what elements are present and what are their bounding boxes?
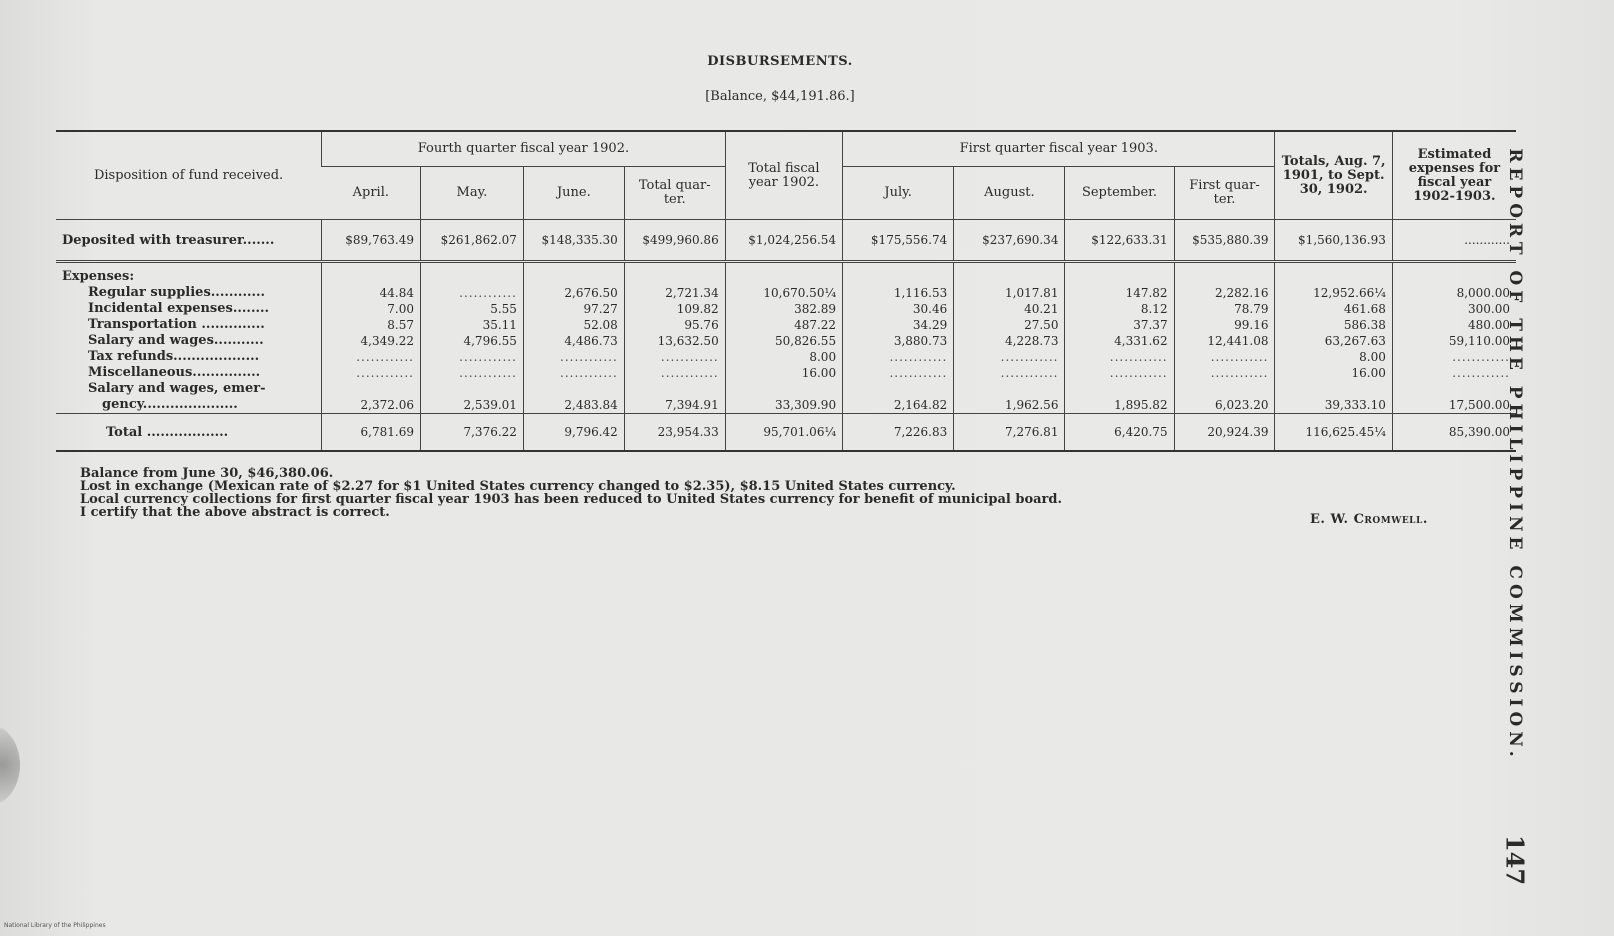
table-cell: ............ bbox=[1065, 349, 1174, 365]
table-row-salary-emergency-line1 bbox=[56, 381, 1516, 397]
table-cell: 2,164.82 bbox=[843, 397, 954, 414]
table-row-deposited bbox=[56, 220, 1516, 262]
thumb-shadow bbox=[0, 725, 20, 805]
table-cell: $535,880.39 bbox=[1174, 220, 1275, 262]
table-cell: 63,267.63 bbox=[1275, 333, 1392, 349]
table-cell: 17,500.00 bbox=[1392, 397, 1516, 414]
table-cell: 109.82 bbox=[624, 301, 725, 317]
row-label: Incidental expenses........ bbox=[88, 301, 270, 316]
table-cell: $1,024,256.54 bbox=[725, 220, 842, 262]
header-disposition: Disposition of fund received. bbox=[56, 131, 322, 220]
balance-subheading: [Balance, $44,191.86.] bbox=[705, 89, 855, 104]
table-cell: ............ bbox=[624, 349, 725, 365]
table-cell: ............ bbox=[624, 365, 725, 381]
table-cell: 99.16 bbox=[1174, 317, 1275, 333]
table-cell: ............ bbox=[523, 349, 624, 365]
table-cell: 16.00 bbox=[725, 365, 842, 381]
row-label: Miscellaneous............... bbox=[88, 365, 261, 380]
table-cell: 487.22 bbox=[725, 317, 842, 333]
footnotes bbox=[80, 467, 1230, 519]
table-cell: $175,556.74 bbox=[843, 220, 954, 262]
header-total-quarter: Total quar-ter. bbox=[624, 167, 725, 220]
table-cell: 12,441.08 bbox=[1174, 333, 1275, 349]
table-cell: 33,309.90 bbox=[725, 397, 842, 414]
table-cell: 2,676.50 bbox=[523, 285, 624, 301]
header-august: August. bbox=[954, 167, 1065, 220]
table-cell: 7,376.22 bbox=[420, 414, 523, 452]
table-cell: ............ bbox=[1174, 365, 1275, 381]
table-cell: 13,632.50 bbox=[624, 333, 725, 349]
table-cell: 7,276.81 bbox=[954, 414, 1065, 452]
header-september: September. bbox=[1065, 167, 1174, 220]
table-cell: 7,226.83 bbox=[843, 414, 954, 452]
table-cell: $148,335.30 bbox=[523, 220, 624, 262]
table-cell: 40.21 bbox=[954, 301, 1065, 317]
table-cell: 6,420.75 bbox=[1065, 414, 1174, 452]
table-cell: 30.46 bbox=[843, 301, 954, 317]
table-cell: $261,862.07 bbox=[420, 220, 523, 262]
table-cell: 23,954.33 bbox=[624, 414, 725, 452]
table-cell: ............ bbox=[1174, 349, 1275, 365]
table-cell: 2,539.01 bbox=[420, 397, 523, 414]
header-group-q1: First quarter fiscal year 1903. bbox=[843, 131, 1275, 167]
table-cell: 2,483.84 bbox=[523, 397, 624, 414]
table-cell: 44.84 bbox=[322, 285, 421, 301]
header-group-q4: Fourth quarter fiscal year 1902. bbox=[322, 131, 726, 167]
table-cell: 7,394.91 bbox=[624, 397, 725, 414]
table-cell: 1,116.53 bbox=[843, 285, 954, 301]
table-cell: 461.68 bbox=[1275, 301, 1392, 317]
table-cell: ............ bbox=[322, 349, 421, 365]
row-label: Regular supplies............ bbox=[88, 285, 266, 300]
table-cell: 8.00 bbox=[1275, 349, 1392, 365]
table-cell: $122,633.31 bbox=[1065, 220, 1174, 262]
table-cell: 116,625.45¼ bbox=[1275, 414, 1392, 452]
header-total-fiscal-1902: Total fiscal year 1902. bbox=[725, 131, 842, 220]
header-july: July. bbox=[843, 167, 954, 220]
signature: E. W. Cromwell. bbox=[1310, 512, 1428, 527]
table-cell: 480.00 bbox=[1392, 317, 1516, 333]
row-label: Salary and wages, emer- bbox=[88, 381, 266, 396]
table-cell: 1,895.82 bbox=[1065, 397, 1174, 414]
row-label: Salary and wages........... bbox=[88, 333, 264, 348]
table-cell: 6,781.69 bbox=[322, 414, 421, 452]
row-label: Tax refunds................... bbox=[88, 349, 260, 364]
table-row-salary-and-wages bbox=[56, 333, 1516, 349]
table-cell: 1,017.81 bbox=[954, 285, 1065, 301]
row-label: Transportation .............. bbox=[88, 317, 265, 332]
table-row-expenses-heading bbox=[56, 262, 1516, 286]
row-label: Total .................. bbox=[56, 414, 322, 452]
row-label: Expenses: bbox=[56, 262, 322, 286]
table-cell: 8.57 bbox=[322, 317, 421, 333]
header-june: June. bbox=[523, 167, 624, 220]
table-cell: 2,721.34 bbox=[624, 285, 725, 301]
table-cell: ............ bbox=[1392, 349, 1516, 365]
note-certify: I certify that the above abstract is correct. bbox=[80, 505, 390, 520]
row-label: Deposited with treasurer....... bbox=[56, 220, 322, 262]
table-row-miscellaneous bbox=[56, 365, 1516, 381]
scan-credit: National Library of the Philippines bbox=[4, 922, 106, 929]
page-number: 147 bbox=[1500, 834, 1530, 886]
table-cell: 2,282.16 bbox=[1174, 285, 1275, 301]
table-cell: ............ bbox=[1392, 220, 1516, 262]
table-row-total bbox=[56, 414, 1516, 452]
table-row-tax-refunds bbox=[56, 349, 1516, 365]
header-may: May. bbox=[420, 167, 523, 220]
table-cell: 95.76 bbox=[624, 317, 725, 333]
table-cell: 4,228.73 bbox=[954, 333, 1065, 349]
table-cell: 6,023.20 bbox=[1174, 397, 1275, 414]
table-cell: ............ bbox=[420, 365, 523, 381]
table-cell: ............ bbox=[954, 349, 1065, 365]
table-cell: 7.00 bbox=[322, 301, 421, 317]
table-cell: 5.55 bbox=[420, 301, 523, 317]
table-cell: 59,110.00 bbox=[1392, 333, 1516, 349]
table-cell: 27.50 bbox=[954, 317, 1065, 333]
running-head: REPORT OF THE PHILIPPINE COMMISSION. bbox=[1505, 148, 1525, 762]
table-row-regular-supplies bbox=[56, 285, 1516, 301]
table-cell: ............ bbox=[322, 365, 421, 381]
table-cell: 16.00 bbox=[1275, 365, 1392, 381]
table-cell: 300.00 bbox=[1392, 301, 1516, 317]
table-cell: ............ bbox=[843, 365, 954, 381]
header-april: April. bbox=[352, 185, 389, 200]
table-cell: ............ bbox=[1392, 365, 1516, 381]
table-cell: ............ bbox=[420, 349, 523, 365]
table-cell: $499,960.86 bbox=[624, 220, 725, 262]
table-cell: 586.38 bbox=[1275, 317, 1392, 333]
header-estimated: Estimated expenses for fiscal year 1902-1903. bbox=[1392, 131, 1516, 220]
table-cell: 50,826.55 bbox=[725, 333, 842, 349]
table-cell: $237,690.34 bbox=[954, 220, 1065, 262]
table-cell: 8,000.00 bbox=[1392, 285, 1516, 301]
table-cell: 9,796.42 bbox=[523, 414, 624, 452]
table-cell: 39,333.10 bbox=[1275, 397, 1392, 414]
table-cell: 3,880.73 bbox=[843, 333, 954, 349]
table-row-salary-emergency bbox=[56, 397, 1516, 414]
table-cell: 4,486.73 bbox=[523, 333, 624, 349]
table-cell: 8.12 bbox=[1065, 301, 1174, 317]
table-cell: ............ bbox=[1065, 365, 1174, 381]
header-first-quarter: First quar-ter. bbox=[1174, 167, 1275, 220]
table-cell: 78.79 bbox=[1174, 301, 1275, 317]
note-local-currency: Local currency collections for first quarter fiscal year 1903 has been reduced to United States currency for benefit of municipal board. bbox=[80, 492, 1063, 507]
table-cell: ............ bbox=[420, 285, 523, 301]
table-cell: 85,390.00 bbox=[1392, 414, 1516, 452]
table-cell: 4,331.62 bbox=[1065, 333, 1174, 349]
row-label: gency..................... bbox=[102, 397, 238, 412]
table-cell: ............ bbox=[523, 365, 624, 381]
table-cell: 20,924.39 bbox=[1174, 414, 1275, 452]
note-exchange: Lost in exchange (Mexican rate of $2.27 for $1 United States currency changed to $2.35), $8.15 United States currency. bbox=[80, 479, 956, 494]
table-cell: 1,962.56 bbox=[954, 397, 1065, 414]
table-cell: 4,796.55 bbox=[420, 333, 523, 349]
note-balance: Balance from June 30, $46,380.06. bbox=[80, 466, 334, 481]
table-cell: 95,701.06¼ bbox=[725, 414, 842, 452]
header-totals: Totals, Aug. 7, 1901, to Sept. 30, 1902. bbox=[1275, 131, 1392, 220]
table-cell: 52.08 bbox=[523, 317, 624, 333]
table-cell: 10,670.50¼ bbox=[725, 285, 842, 301]
table-cell: 12,952.66¼ bbox=[1275, 285, 1392, 301]
table-cell: 382.89 bbox=[725, 301, 842, 317]
disbursements-table bbox=[56, 130, 1516, 452]
table-cell: $1,560,136.93 bbox=[1275, 220, 1392, 262]
table-row-transportation bbox=[56, 317, 1516, 333]
table-cell: 34.29 bbox=[843, 317, 954, 333]
table-row-incidental-expenses bbox=[56, 301, 1516, 317]
table-cell: $89,763.49 bbox=[322, 220, 421, 262]
table-cell: 97.27 bbox=[523, 301, 624, 317]
table-cell: 2,372.06 bbox=[322, 397, 421, 414]
table-cell: 35.11 bbox=[420, 317, 523, 333]
table-cell: 147.82 bbox=[1065, 285, 1174, 301]
table-cell: ............ bbox=[954, 365, 1065, 381]
table-cell: 37.37 bbox=[1065, 317, 1174, 333]
table-cell: ............ bbox=[843, 349, 954, 365]
table-cell: 4,349.22 bbox=[322, 333, 421, 349]
table-cell: 8.00 bbox=[725, 349, 842, 365]
page-heading: DISBURSEMENTS. bbox=[707, 54, 853, 69]
